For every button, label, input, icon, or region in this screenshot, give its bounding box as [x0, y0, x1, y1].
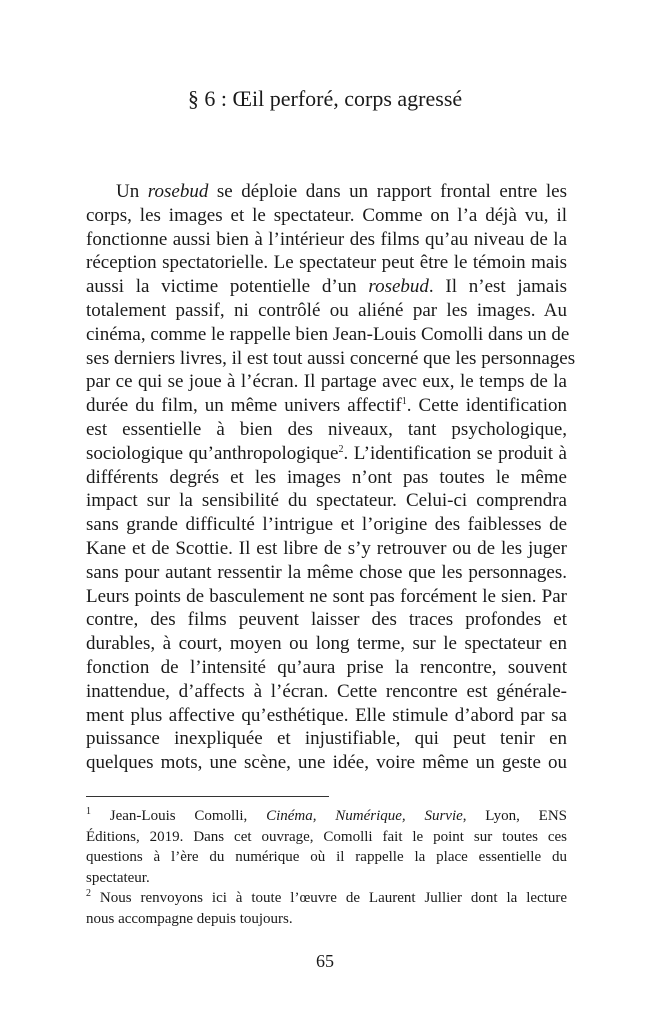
text-line: par ce qui se joue à l’écran. Il partage avec eux, le temps de la — [86, 371, 567, 393]
footnote-1-line: questions à l’ère du numérique où il rappelle la place essentielle du — [86, 849, 567, 865]
text-line: cinéma, comme le rappelle bien Jean-Louis Comolli dans un de — [86, 323, 570, 345]
footnote-1: $^1$ Jean-Louis Comolli, Cinéma, Numérique, Survie, Lyon, ENS — [86, 806, 568, 824]
footnote-1-line: spectateur. — [86, 869, 150, 886]
text-line: durables, à court, moyen ou long terme, sur le spectateur en — [86, 633, 567, 655]
section-title: § 6 : Œil perforé, corps agressé — [187, 86, 463, 111]
text-line: Leurs points de basculement ne sont pas forcément le sien. Par — [86, 585, 567, 607]
text-line: contre, des films peuvent laisser des traces profondes et — [86, 609, 567, 631]
footnote-2-line: nous accompagne depuis toujours. — [86, 910, 293, 927]
footnote-marker-2: 2 — [86, 888, 91, 899]
text-line: sans pour autant ressentir la même chose que les personnages. — [86, 561, 567, 583]
book-title: Cinéma, Numérique, Survie — [266, 808, 463, 824]
body-paragraph — [86, 180, 576, 775]
text-line: durée du film, un même univers affectif$^1$. Cette identification — [86, 395, 567, 417]
footnote-marker-1: 1 — [86, 806, 91, 817]
text-line: corps, les images et le spectateur. Comme on l’a déjà vu, il — [86, 204, 567, 226]
footnote-2: $^2$ Nous renvoyons ici à toute l’œuvre de Laurent Jullier dont la lecture — [86, 888, 567, 906]
text-line: sociologique qu’anthropologique$^2$. L’identification se produit à — [86, 442, 567, 464]
footnote-ref-2: 2 — [338, 443, 344, 455]
text-line: sans grande difficulté l’intrigue et l’origine des faiblesses de — [86, 514, 567, 536]
footnote-divider — [86, 796, 329, 797]
text-line: ses derniers livres, il est tout aussi concerné que les personnages — [86, 347, 576, 369]
text-line: aussi la victime potentielle d’un rosebud. Il n’est jamais — [86, 276, 568, 298]
text-line: réception spectatorielle. Le spectateur peut être le témoin mais — [86, 252, 567, 274]
text-line: fonctionne aussi bien à l’intérieur des films qu’au niveau de la — [86, 228, 567, 250]
text-line: totalement passif, ni contrôlé ou aliéné par les images. Au — [86, 299, 567, 321]
footnote-1-line: Éditions, 2019. Dans cet ouvrage, Comolli fait le point sur toutes ces — [86, 828, 567, 845]
footnote-ref-1: 1 — [401, 396, 407, 408]
text-line: quelques mots, une scène, une idée, voire même un geste ou — [86, 752, 567, 774]
text-line: Un rosebud se déploie dans un rapport frontal entre les — [116, 181, 567, 202]
text-line: ment plus affective qu’esthétique. Elle stimule d’abord par sa — [86, 704, 567, 726]
text-line: impact sur la sensibilité du spectateur. Celui-ci comprendra — [86, 490, 567, 512]
page-number: 65 — [316, 951, 334, 971]
footnotes — [86, 806, 567, 929]
text-line: puissance inexpliquée et injustifiable, qui peut tenir en — [86, 728, 567, 750]
text-line: est essentielle à bien des niveaux, tant psychologique, — [86, 418, 567, 440]
text-line: fonction de l’intensité qu’aura prise la rencontre, souvent — [86, 656, 567, 678]
text-line: différents degrés et les images n’ont pas toutes le même — [86, 466, 567, 488]
text-line: inattendue, d’affects à l’écran. Cette rencontre est générale- — [86, 680, 567, 702]
text-line: Kane et de Scottie. Il est libre de s’y retrouver ou de les juger — [86, 537, 567, 559]
